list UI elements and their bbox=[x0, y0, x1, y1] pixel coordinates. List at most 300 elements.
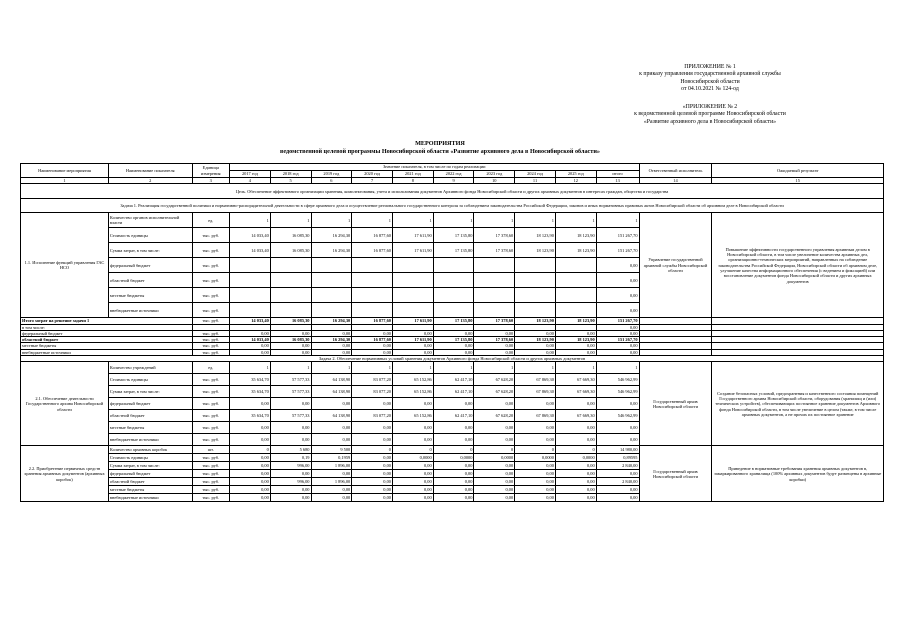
unit-cell: тыс. руб. bbox=[192, 273, 230, 288]
value-cell bbox=[474, 303, 515, 318]
value-cell: 57 577,33 bbox=[270, 410, 311, 422]
indicator-name: федеральный бюджет bbox=[108, 398, 192, 410]
value-cell: 0,00 bbox=[596, 343, 639, 349]
value-cell: 0,00 bbox=[270, 330, 311, 336]
header-year: 2019 год bbox=[311, 171, 352, 178]
indicator-name: областной бюджет bbox=[108, 478, 192, 486]
value-cell bbox=[515, 303, 556, 318]
value-cell: 0,00 bbox=[515, 434, 556, 446]
value-cell: 16 877,60 bbox=[352, 318, 393, 324]
unit-cell: тыс. руб. bbox=[192, 374, 230, 386]
value-cell: 0,89595 bbox=[596, 454, 639, 462]
indicator-name: местные бюджеты bbox=[108, 486, 192, 494]
indicator-name: местные бюджеты bbox=[108, 422, 192, 434]
value-cell: 0,00 bbox=[515, 462, 556, 470]
value-cell: 0,00 bbox=[311, 494, 352, 502]
value-cell: 996,00 bbox=[270, 478, 311, 486]
value-cell: 83 077,20 bbox=[352, 386, 393, 398]
value-cell: 1 bbox=[392, 213, 433, 228]
value-cell: 16 877,60 bbox=[352, 228, 393, 243]
value-cell bbox=[555, 258, 596, 273]
value-cell: 0,00 bbox=[311, 349, 352, 355]
value-cell bbox=[433, 303, 474, 318]
value-cell: 0 bbox=[474, 446, 515, 454]
value-cell: 18 123,90 bbox=[515, 337, 556, 343]
value-cell: 9 500 bbox=[311, 446, 352, 454]
value-cell: 0,00 bbox=[311, 343, 352, 349]
header-number: 14 bbox=[639, 178, 712, 184]
unit-cell: тыс. руб. bbox=[192, 462, 230, 470]
value-cell: 1 bbox=[596, 213, 639, 228]
header-number: 10 bbox=[474, 178, 515, 184]
title-line-1: МЕРОПРИЯТИЯ bbox=[415, 140, 465, 147]
header-indicator: Наименование показателя bbox=[108, 164, 192, 178]
unit-cell: тыс. руб. bbox=[192, 386, 230, 398]
value-cell: 0,00 bbox=[474, 478, 515, 486]
value-cell: 0,00 bbox=[311, 422, 352, 434]
value-cell: 0 bbox=[230, 446, 271, 454]
value-cell: 0,00 bbox=[230, 462, 271, 470]
value-cell: 0,00 bbox=[392, 422, 433, 434]
value-cell: 17 378,60 bbox=[474, 337, 515, 343]
value-cell: 0,00 bbox=[392, 494, 433, 502]
value-cell: 0,00 bbox=[392, 478, 433, 486]
value-cell: 1 bbox=[474, 362, 515, 374]
value-cell: 0,00 bbox=[230, 454, 271, 462]
value-cell bbox=[352, 303, 393, 318]
value-cell: 0,00 bbox=[230, 343, 271, 349]
unit-cell: тыс. руб. bbox=[192, 478, 230, 486]
value-cell: 0,19 bbox=[270, 454, 311, 462]
value-cell: 16 877,60 bbox=[352, 337, 393, 343]
total-label: местные бюджеты bbox=[21, 343, 193, 349]
indicator-name: Сумма затрат, в том числе: bbox=[108, 386, 192, 398]
value-cell: 0,00 bbox=[515, 330, 556, 336]
value-cell bbox=[352, 288, 393, 303]
indicator-name: федеральный бюджет bbox=[108, 470, 192, 478]
value-cell: 16 294,30 bbox=[311, 243, 352, 258]
value-cell: 0,00 bbox=[270, 422, 311, 434]
executor-cell: Управление государственной архивной службы Новосибирской области bbox=[639, 213, 712, 318]
value-cell: 0,00 bbox=[311, 330, 352, 336]
appendix-1-block bbox=[560, 64, 860, 94]
value-cell: 0,00 bbox=[596, 434, 639, 446]
value-cell: 0,00 bbox=[474, 462, 515, 470]
value-cell: 0,00 bbox=[230, 330, 271, 336]
unit-cell: тыс. руб. bbox=[192, 243, 230, 258]
value-cell: 0,00 bbox=[515, 478, 556, 486]
header-number: 3 bbox=[192, 178, 230, 184]
task-2-row: Задача 2. Обеспечение нормативных условий хранения документов Архивного фонда Новосибирской области и других архивных документов bbox=[21, 356, 884, 362]
value-cell: 0,0000 bbox=[392, 454, 433, 462]
value-cell bbox=[270, 288, 311, 303]
value-cell: 0,00 bbox=[311, 470, 352, 478]
header-number: 7 bbox=[352, 178, 393, 184]
value-cell: 0,00 bbox=[311, 486, 352, 494]
appendix-2-line: «ПРИЛОЖЕНИЕ № 2 bbox=[682, 104, 738, 110]
value-cell: 0,00 bbox=[555, 494, 596, 502]
value-cell: 5 680 bbox=[270, 446, 311, 454]
value-cell: 67 628,20 bbox=[474, 410, 515, 422]
value-cell: 0,00 bbox=[352, 398, 393, 410]
value-cell: 1 bbox=[515, 213, 556, 228]
value-cell: 18 123,90 bbox=[515, 228, 556, 243]
header-number: 4 bbox=[230, 178, 271, 184]
total-label: в том числе: bbox=[21, 324, 193, 330]
header-year: итого bbox=[596, 171, 639, 178]
value-cell: 0,00 bbox=[555, 434, 596, 446]
title-line-2: ведомственной целевой программы Новосибирской области «Развитие архивного дела в Новосибирской области» bbox=[280, 147, 600, 155]
value-cell: 0 bbox=[392, 446, 433, 454]
value-cell: 0,00 bbox=[433, 494, 474, 502]
value-cell: 0,00 bbox=[596, 486, 639, 494]
value-cell: 16 085,30 bbox=[270, 318, 311, 324]
value-cell: 0,00 bbox=[270, 434, 311, 446]
value-cell bbox=[392, 258, 433, 273]
value-cell: 16 085,30 bbox=[270, 337, 311, 343]
value-cell: 546 962,99 bbox=[596, 374, 639, 386]
value-cell: 16 877,60 bbox=[352, 243, 393, 258]
value-cell: 67 869,30 bbox=[515, 386, 556, 398]
value-cell: 0,00 bbox=[555, 478, 596, 486]
header-number: 8 bbox=[392, 178, 433, 184]
value-cell bbox=[230, 258, 271, 273]
appendix-2-block bbox=[560, 104, 860, 126]
value-cell bbox=[433, 288, 474, 303]
executor-cell: Государственный архив Новосибирской области bbox=[639, 362, 712, 446]
indicator-name: Стоимость единицы bbox=[108, 374, 192, 386]
value-cell: 1 896,00 bbox=[311, 478, 352, 486]
value-cell: 0,00 bbox=[555, 486, 596, 494]
value-cell: 0,00 bbox=[352, 462, 393, 470]
header-unit: Единица измерения bbox=[192, 164, 230, 178]
value-cell: 14 980,00 bbox=[596, 446, 639, 454]
value-cell: 18 123,90 bbox=[555, 337, 596, 343]
value-cell: 1 bbox=[433, 362, 474, 374]
value-cell bbox=[515, 258, 556, 273]
value-cell: 0,00 bbox=[270, 470, 311, 478]
value-cell bbox=[474, 258, 515, 273]
total-label: Итого затрат на решение задачи 1 bbox=[21, 318, 193, 324]
header-year: 2021 год bbox=[392, 171, 433, 178]
unit-cell: тыс. руб. bbox=[192, 337, 230, 343]
indicator-name: внебюджетные источники bbox=[108, 494, 192, 502]
value-cell: 546 962,99 bbox=[596, 386, 639, 398]
value-cell: 67 669,30 bbox=[555, 386, 596, 398]
header-number: 9 bbox=[433, 178, 474, 184]
header-number: 11 bbox=[515, 178, 556, 184]
value-cell: 14 033,40 bbox=[230, 318, 271, 324]
value-cell: 0,00 bbox=[596, 324, 639, 330]
goal-row: Цель. Обеспечение эффективного организации хранения, комплектования, учета и использования документов Архивного фонда Новосибирской области и других архивных документов в интересах граждан, общества и государства bbox=[21, 184, 884, 199]
result-cell: Приведение в нормативные требования хранения архивных документов в, замаркированного хранилища (100% архивных документов будут размещены в архивные коробки) bbox=[712, 446, 884, 502]
value-cell: 151 267,70 bbox=[596, 318, 639, 324]
value-cell: 996,00 bbox=[270, 462, 311, 470]
value-cell: 0,00 bbox=[596, 288, 639, 303]
value-cell: 1 bbox=[352, 213, 393, 228]
value-cell: 0,00 bbox=[230, 478, 271, 486]
value-cell: 0,00 bbox=[352, 494, 393, 502]
value-cell bbox=[230, 303, 271, 318]
value-cell: 0,00 bbox=[515, 343, 556, 349]
indicator-name: внебюджетные источники bbox=[108, 303, 192, 318]
header-year: 2024 год bbox=[515, 171, 556, 178]
value-cell: 0,00 bbox=[433, 462, 474, 470]
value-cell: 57 577,33 bbox=[270, 374, 311, 386]
appendix-2-line: к ведомственной целевой программе Новосибирской области bbox=[634, 111, 786, 118]
header-values: Значение показателя, в том числе по годам реализации bbox=[230, 164, 639, 171]
document-title bbox=[150, 140, 730, 155]
value-cell: 2 840,00 bbox=[596, 462, 639, 470]
value-cell: 0,00 bbox=[352, 470, 393, 478]
header-number: 5 bbox=[270, 178, 311, 184]
appendix-2-line: «Развитие архивного дела в Новосибирской области» bbox=[643, 118, 777, 125]
value-cell: 0,00 bbox=[515, 486, 556, 494]
value-cell: 0,00 bbox=[474, 398, 515, 410]
value-cell: 0,0000 bbox=[555, 454, 596, 462]
value-cell: 0,00 bbox=[230, 434, 271, 446]
value-cell bbox=[474, 288, 515, 303]
value-cell bbox=[230, 288, 271, 303]
value-cell bbox=[230, 273, 271, 288]
value-cell: 0,00 bbox=[433, 343, 474, 349]
measure-name: 2.1. Обеспечение деятельности Государственного архива Новосибирской области bbox=[21, 362, 109, 446]
value-cell: 0,00 bbox=[555, 422, 596, 434]
appendix-1-line: ПРИЛОЖЕНИЕ № 1 bbox=[684, 64, 736, 70]
header-year: 2018 год bbox=[270, 171, 311, 178]
unit-cell: ед. bbox=[192, 362, 230, 374]
indicator-name: внебюджетные источники bbox=[108, 434, 192, 446]
value-cell bbox=[270, 273, 311, 288]
value-cell: 0,00 bbox=[515, 349, 556, 355]
value-cell: 14 033,40 bbox=[230, 243, 271, 258]
unit-cell: тыс. руб. bbox=[192, 303, 230, 318]
value-cell bbox=[352, 273, 393, 288]
indicator-name: областной бюджет bbox=[108, 410, 192, 422]
value-cell: 0,00 bbox=[474, 343, 515, 349]
value-cell: 0,00 bbox=[352, 454, 393, 462]
result-cell: Создание безопасных условий, предохранения и качественного состояния помещений Государственного архива Новосибирской области, оборудования (хранилищ и (или) технических устройств), обеспечивающих постоянное хранение документов Архивного фонда Новосибирской области, в том числе увеличение в целом (также, в том числе архивных документов, а не прочих их постоянное хранение bbox=[712, 362, 884, 446]
header-year: 2025 год bbox=[555, 171, 596, 178]
measure-name: 1.1. Исполнение функций управления ГАС НСО bbox=[21, 213, 109, 318]
value-cell: 0,00 bbox=[596, 330, 639, 336]
measure-name: 2.2. Приобретение первичных средств хранения архивных документов (архивных коробок) bbox=[21, 446, 109, 502]
indicator-name: Количество органов исполнительной власти bbox=[108, 213, 192, 228]
value-cell: 151 267,70 bbox=[596, 337, 639, 343]
value-cell bbox=[433, 273, 474, 288]
total-label: федеральный бюджет bbox=[21, 330, 193, 336]
value-cell: 67 669,30 bbox=[555, 374, 596, 386]
unit-cell: тыс. руб. bbox=[192, 343, 230, 349]
value-cell: 0,00 bbox=[596, 494, 639, 502]
value-cell: 0,00 bbox=[433, 470, 474, 478]
indicator-name: Сумма затрат, в том числе: bbox=[108, 243, 192, 258]
value-cell: 0,00 bbox=[392, 486, 433, 494]
unit-cell: тыс. руб. bbox=[192, 330, 230, 336]
value-cell bbox=[352, 258, 393, 273]
value-cell bbox=[270, 258, 311, 273]
value-cell: 0,00 bbox=[474, 486, 515, 494]
value-cell: 1 bbox=[230, 213, 271, 228]
header-number: 15 bbox=[712, 178, 884, 184]
value-cell: 16 294,30 bbox=[311, 228, 352, 243]
value-cell: 0,00 bbox=[352, 422, 393, 434]
header-measure: Наименование мероприятия bbox=[21, 164, 109, 178]
unit-cell: тыс. руб. bbox=[192, 434, 230, 446]
value-cell: 17 611,90 bbox=[392, 318, 433, 324]
value-cell: 62 417,10 bbox=[433, 374, 474, 386]
indicator-name: Сумма затрат, в том числе: bbox=[108, 462, 192, 470]
value-cell: 0,00 bbox=[515, 398, 556, 410]
value-cell: 0,00 bbox=[515, 470, 556, 478]
value-cell: 0,00 bbox=[270, 343, 311, 349]
value-cell: 1 bbox=[352, 362, 393, 374]
value-cell: 0,00 bbox=[230, 486, 271, 494]
value-cell: 0,0000 bbox=[515, 454, 556, 462]
value-cell: 0,00 bbox=[352, 343, 393, 349]
value-cell bbox=[311, 288, 352, 303]
value-cell: 62 417,10 bbox=[433, 410, 474, 422]
value-cell: 0,00 bbox=[392, 398, 433, 410]
value-cell: 67 628,20 bbox=[474, 374, 515, 386]
header-result: Ожидаемый результат bbox=[712, 164, 884, 178]
header-number: 2 bbox=[108, 178, 192, 184]
value-cell: 35 634,70 bbox=[230, 410, 271, 422]
value-cell: 17 378,60 bbox=[474, 228, 515, 243]
unit-cell: тыс. руб. bbox=[192, 410, 230, 422]
value-cell: 17 135,80 bbox=[433, 243, 474, 258]
value-cell: 0,0000 bbox=[474, 454, 515, 462]
indicator-name: федеральный бюджет bbox=[108, 258, 192, 273]
unit-cell: ед. bbox=[192, 213, 230, 228]
unit-cell: тыс. руб. bbox=[192, 318, 230, 324]
value-cell: 18 123,90 bbox=[555, 228, 596, 243]
value-cell: 0,00 bbox=[230, 398, 271, 410]
value-cell: 0,00 bbox=[555, 349, 596, 355]
value-cell: 17 378,60 bbox=[474, 318, 515, 324]
value-cell: 0,00 bbox=[596, 273, 639, 288]
unit-cell: тыс. руб. bbox=[192, 422, 230, 434]
value-cell: 17 135,80 bbox=[433, 337, 474, 343]
value-cell: 83 077,20 bbox=[352, 374, 393, 386]
value-cell: 0,00 bbox=[230, 494, 271, 502]
value-cell bbox=[311, 258, 352, 273]
indicator-name: Стоимость единицы bbox=[108, 454, 192, 462]
value-cell bbox=[392, 303, 433, 318]
value-cell: 0,00 bbox=[352, 330, 393, 336]
value-cell: 1 bbox=[270, 362, 311, 374]
unit-cell: тыс. руб. bbox=[192, 486, 230, 494]
indicator-name: Количество учреждений bbox=[108, 362, 192, 374]
value-cell: 0,00 bbox=[433, 398, 474, 410]
value-cell: 0,00 bbox=[352, 434, 393, 446]
value-cell: 1 bbox=[474, 213, 515, 228]
value-cell: 0,00 bbox=[311, 434, 352, 446]
value-cell: 0,00 bbox=[270, 494, 311, 502]
value-cell: 151 267,70 bbox=[596, 243, 639, 258]
value-cell: 0,00 bbox=[392, 343, 433, 349]
value-cell: 151 267,70 bbox=[596, 228, 639, 243]
value-cell: 17 611,90 bbox=[392, 228, 433, 243]
value-cell: 0,00 bbox=[474, 434, 515, 446]
value-cell: 0,00 bbox=[392, 349, 433, 355]
value-cell: 17 135,80 bbox=[433, 228, 474, 243]
value-cell: 0,00 bbox=[230, 349, 271, 355]
value-cell: 0,00 bbox=[474, 494, 515, 502]
value-cell: 0,00 bbox=[433, 349, 474, 355]
value-cell: 16 085,30 bbox=[270, 228, 311, 243]
value-cell: 1 bbox=[392, 362, 433, 374]
total-label: областной бюджет bbox=[21, 337, 193, 343]
indicator-name: Стоимость единицы bbox=[108, 228, 192, 243]
value-cell: 17 611,90 bbox=[392, 337, 433, 343]
value-cell: 35 634,70 bbox=[230, 374, 271, 386]
unit-cell: шт. bbox=[192, 446, 230, 454]
value-cell: 0,00 bbox=[352, 486, 393, 494]
indicator-name: областной бюджет bbox=[108, 273, 192, 288]
value-cell: 0,00 bbox=[270, 349, 311, 355]
indicator-name: Количество архивных коробок bbox=[108, 446, 192, 454]
value-cell: 62 417,10 bbox=[433, 386, 474, 398]
unit-cell: тыс. руб. bbox=[192, 494, 230, 502]
header-year: 2022 год bbox=[433, 171, 474, 178]
value-cell: 83 077,20 bbox=[352, 410, 393, 422]
unit-cell: тыс. руб. bbox=[192, 349, 230, 355]
header-number: 12 bbox=[555, 178, 596, 184]
value-cell: 0,00 bbox=[515, 422, 556, 434]
value-cell: 18 123,90 bbox=[555, 318, 596, 324]
value-cell: 0,00 bbox=[270, 486, 311, 494]
total-label: внебюджетные источники bbox=[21, 349, 193, 355]
task-1-row: Задача 1. Реализация государственной политики и нормативно-распорядительной деятельности в сфере архивного дела и осуществление регионального государственного контроля за соблюдением законодательства Российской Федерации, законов и иных нормативных правовых актов Новосибирской области об архивном деле в Новосибирской области bbox=[21, 199, 884, 213]
value-cell bbox=[555, 288, 596, 303]
appendix-1-line: от 04.10.2021 № 124-од bbox=[681, 86, 739, 93]
value-cell: 1 bbox=[230, 362, 271, 374]
value-cell: 0 bbox=[555, 446, 596, 454]
unit-cell: тыс. руб. bbox=[192, 470, 230, 478]
value-cell: 0,00 bbox=[596, 303, 639, 318]
value-cell: 67 669,30 bbox=[555, 410, 596, 422]
value-cell: 0 bbox=[433, 446, 474, 454]
value-cell: 0,00 bbox=[433, 422, 474, 434]
value-cell: 0,00 bbox=[352, 478, 393, 486]
value-cell: 1 bbox=[311, 213, 352, 228]
value-cell: 0,00 bbox=[433, 330, 474, 336]
value-cell bbox=[392, 288, 433, 303]
value-cell: 14 033,40 bbox=[230, 228, 271, 243]
value-cell: 17 611,90 bbox=[392, 243, 433, 258]
value-cell: 0,00 bbox=[270, 398, 311, 410]
header-number: 1 bbox=[21, 178, 109, 184]
value-cell: 0,00 bbox=[474, 470, 515, 478]
value-cell: 0,1959 bbox=[311, 454, 352, 462]
value-cell: 16 294,30 bbox=[311, 337, 352, 343]
value-cell bbox=[555, 273, 596, 288]
value-cell: 17 378,60 bbox=[474, 243, 515, 258]
unit-cell: тыс. руб. bbox=[192, 454, 230, 462]
value-cell: 65 152,86 bbox=[392, 410, 433, 422]
value-cell: 16 294,30 bbox=[311, 318, 352, 324]
value-cell: 0,00 bbox=[515, 494, 556, 502]
appendix-1-line: Новосибирской области bbox=[680, 78, 740, 85]
value-cell: 0,00 bbox=[596, 398, 639, 410]
value-cell: 0,00 bbox=[555, 398, 596, 410]
value-cell: 1 bbox=[515, 362, 556, 374]
value-cell: 0 bbox=[352, 446, 393, 454]
value-cell: 0,00 bbox=[230, 422, 271, 434]
value-cell: 0,00 bbox=[474, 422, 515, 434]
value-cell: 0,00 bbox=[433, 486, 474, 494]
